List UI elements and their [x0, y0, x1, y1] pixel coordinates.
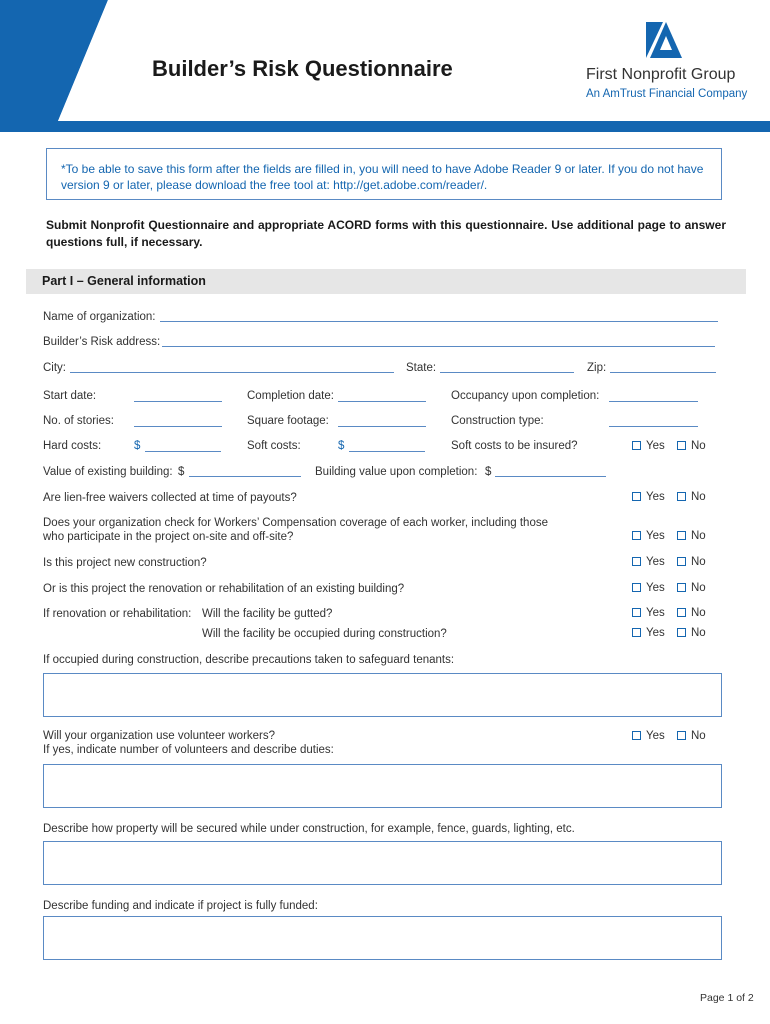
header-stripe — [0, 121, 770, 132]
occupied-yes-label: Yes — [646, 627, 665, 639]
zip-field[interactable] — [610, 372, 716, 373]
org-name: First Nonprofit Group — [586, 66, 736, 83]
city-field[interactable] — [70, 372, 394, 373]
completion-date-label: Completion date: — [247, 390, 334, 402]
new-construction-no-checkbox[interactable] — [677, 557, 686, 566]
lien-free-yes-checkbox[interactable] — [632, 492, 641, 501]
soft-costs-currency: $ — [338, 440, 345, 452]
hard-costs-label: Hard costs: — [43, 440, 102, 452]
org-subtitle: An AmTrust Financial Company — [586, 88, 748, 100]
gutted-no-checkbox[interactable] — [677, 608, 686, 617]
lien-free-no-label: No — [691, 491, 706, 503]
name-of-org-field[interactable] — [160, 321, 718, 322]
if-renovation-label: If renovation or rehabilitation: — [43, 608, 192, 620]
stories-field[interactable] — [134, 426, 222, 427]
logo-icon — [646, 22, 682, 60]
new-construction-no-label: No — [691, 556, 706, 568]
renovation-question: Or is this project the renovation or rehabilitation of an existing building? — [43, 583, 405, 595]
start-date-field[interactable] — [134, 401, 222, 402]
instructions: Submit Nonprofit Questionnaire and appropriate ACORD forms with this questionnaire. Use additional page to answer questions full, if necessary. — [46, 218, 726, 249]
start-date-label: Start date: — [43, 390, 97, 402]
workers-comp-no-label: No — [691, 530, 706, 542]
building-value-label: Building value upon completion: — [315, 466, 478, 478]
new-construction-yes-checkbox[interactable] — [632, 557, 641, 566]
construction-type-label: Construction type: — [451, 415, 544, 427]
lien-free-yes-label: Yes — [646, 491, 665, 503]
workers-comp-yes-label: Yes — [646, 530, 665, 542]
soft-costs-yes-label: Yes — [646, 440, 665, 452]
new-construction-question: Is this project new construction? — [43, 557, 207, 569]
address-label: Builder’s Risk address: — [43, 336, 161, 348]
soft-costs-label: Soft costs: — [247, 440, 301, 452]
state-field[interactable] — [440, 372, 574, 373]
precautions-textbox[interactable] — [43, 673, 722, 717]
gutted-question: Will the facility be gutted? — [202, 608, 333, 620]
occupancy-field[interactable] — [609, 401, 698, 402]
value-existing-label: Value of existing building: — [43, 466, 173, 478]
page-title: Builder’s Risk Questionnaire — [152, 56, 453, 81]
occupied-yes-checkbox[interactable] — [632, 628, 641, 637]
occupied-no-label: No — [691, 627, 706, 639]
hard-costs-currency: $ — [134, 440, 141, 452]
hard-costs-field[interactable] — [145, 451, 221, 452]
volunteers-yes-label: Yes — [646, 730, 665, 742]
gutted-no-label: No — [691, 607, 706, 619]
occupied-question: Will the facility be occupied during construction? — [202, 628, 447, 640]
zip-label: Zip: — [587, 362, 607, 374]
secured-question: Describe how property will be secured while under construction, for example, fence, guards, lighting, etc. — [43, 823, 575, 835]
completion-date-field[interactable] — [338, 401, 426, 402]
construction-type-field[interactable] — [609, 426, 698, 427]
city-label: City: — [43, 362, 66, 374]
adobe-notice: *To be able to save this form after the fields are filled in, you will need to have Adobe Reader 9 or later. If you do not have version 9 or later, please download the free tool at: http://get.adobe.com/reader/. — [46, 148, 722, 200]
workers-comp-question-line1: Does your organization check for Workers’ Compensation coverage of each worker, including those — [43, 517, 548, 529]
volunteers-no-checkbox[interactable] — [677, 731, 686, 740]
volunteers-question-line1: Will your organization use volunteer workers? — [43, 730, 276, 742]
renovation-no-label: No — [691, 582, 706, 594]
volunteers-textbox[interactable] — [43, 764, 722, 808]
occupancy-label: Occupancy upon completion: — [451, 390, 600, 402]
soft-costs-yes-checkbox[interactable] — [632, 441, 641, 450]
address-field[interactable] — [162, 346, 715, 347]
renovation-no-checkbox[interactable] — [677, 583, 686, 592]
renovation-yes-checkbox[interactable] — [632, 583, 641, 592]
secured-textbox[interactable] — [43, 841, 722, 885]
volunteers-yes-checkbox[interactable] — [632, 731, 641, 740]
funding-question: Describe funding and indicate if project is fully funded: — [43, 900, 318, 912]
building-value-field[interactable] — [495, 476, 606, 477]
soft-costs-insured-label: Soft costs to be insured? — [451, 440, 578, 452]
value-existing-currency: $ — [178, 466, 185, 478]
value-existing-field[interactable] — [189, 476, 301, 477]
occupied-no-checkbox[interactable] — [677, 628, 686, 637]
page-number: Page 1 of 2 — [700, 992, 754, 1004]
square-footage-label: Square footage: — [247, 415, 329, 427]
stories-label: No. of stories: — [43, 415, 114, 427]
lien-free-question: Are lien-free waivers collected at time of payouts? — [43, 492, 297, 504]
gutted-yes-checkbox[interactable] — [632, 608, 641, 617]
soft-costs-no-label: No — [691, 440, 706, 452]
funding-textbox[interactable] — [43, 916, 722, 960]
workers-comp-no-checkbox[interactable] — [677, 531, 686, 540]
gutted-yes-label: Yes — [646, 607, 665, 619]
soft-costs-no-checkbox[interactable] — [677, 441, 686, 450]
workers-comp-yes-checkbox[interactable] — [632, 531, 641, 540]
precautions-question: If occupied during construction, describe precautions taken to safeguard tenants: — [43, 654, 455, 666]
building-value-currency: $ — [485, 466, 492, 478]
state-label: State: — [406, 362, 437, 374]
volunteers-question-line2: If yes, indicate number of volunteers and describe duties: — [43, 744, 334, 756]
new-construction-yes-label: Yes — [646, 556, 665, 568]
workers-comp-question-line2: who participate in the project on-site and off-site? — [43, 531, 294, 543]
name-of-org-label: Name of organization: — [43, 311, 156, 323]
renovation-yes-label: Yes — [646, 582, 665, 594]
square-footage-field[interactable] — [338, 426, 426, 427]
lien-free-no-checkbox[interactable] — [677, 492, 686, 501]
soft-costs-field[interactable] — [349, 451, 425, 452]
section-title: Part I – General information — [42, 274, 206, 288]
volunteers-no-label: No — [691, 730, 706, 742]
